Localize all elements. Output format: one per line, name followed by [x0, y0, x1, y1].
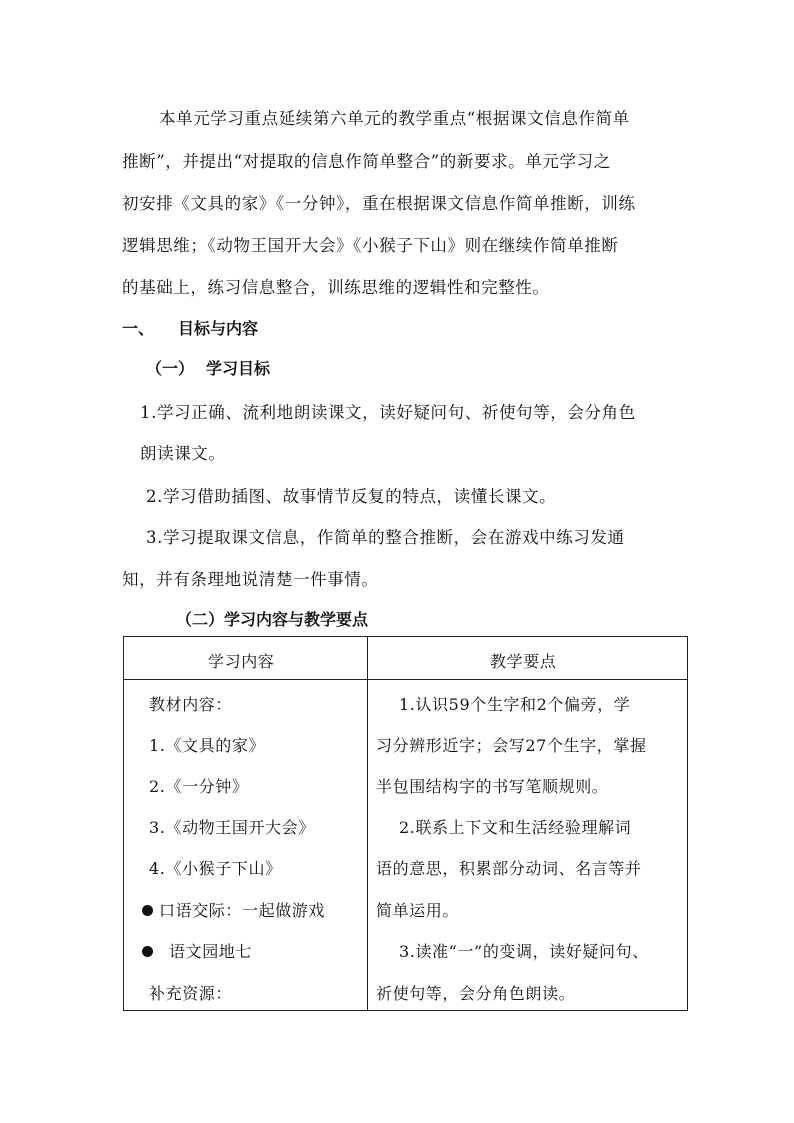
goal-3-line-2: 知，并有条理地说清楚一件事情。 — [122, 570, 379, 589]
point-line-2: 习分辨形近字；会写27个生字，掌握 — [376, 736, 647, 755]
sub2-title: （二）学习内容与教学要点 — [176, 610, 369, 629]
sub1-label: （一） — [146, 359, 195, 378]
bullet-item-garden — [142, 939, 252, 962]
goal-1-line-1: 1.学习正确、流利地朗读课文，读好疑问句、祈使句等，会分角色 — [140, 403, 636, 422]
point-line-8: 祈使句等，会分角色朗读。 — [376, 984, 576, 1003]
section1-number: 一、 — [122, 319, 155, 338]
bullet-item-garden-label: 语文园地七 — [169, 942, 253, 961]
table-column-divider — [367, 637, 368, 1010]
point-line-6: 简单运用。 — [376, 901, 460, 920]
supplementary-resources: 补充资源： — [149, 984, 233, 1003]
bullet-item-oral-label: 口语交际：一起做游戏 — [159, 901, 326, 920]
material-item-3: 3.《动物王国开大会》 — [149, 818, 315, 837]
point-line-7: 3.读准“一”的变调，读好疑问句、 — [399, 942, 649, 961]
intro-line-3: 初安排《文具的家》《一分钟》，重在根据课文信息作简单推断，训练 — [122, 194, 636, 213]
goal-3-line-1: 3.学习提取课文信息，作简单的整合推断，会在游戏中练习发通 — [146, 528, 625, 547]
intro-line-2: 推断”，并提出“对提取的信息作简单整合”的新要求。单元学习之 — [122, 152, 611, 171]
goal-2-line-1: 2.学习借助插图、故事情节反复的特点，读懂长课文。 — [146, 487, 557, 506]
bullet-item-oral — [142, 898, 325, 921]
material-item-1: 1.《文具的家》 — [149, 736, 266, 755]
table-header-divider — [124, 679, 687, 680]
goal-1-line-2: 朗读课文。 — [140, 444, 226, 463]
point-line-3: 半包围结构字的书写笔顺规则。 — [376, 777, 609, 796]
point-line-4: 2.联系上下文和生活经验理解词 — [399, 818, 632, 837]
materials-heading: 教材内容： — [149, 695, 233, 714]
bullet-icon — [142, 905, 153, 916]
intro-line-4: 逻辑思维；《动物王国开大会》《小猴子下山》则在继续作简单推断 — [122, 236, 619, 255]
intro-line-5: 的基础上，练习信息整合，训练思维的逻辑性和完整性。 — [122, 278, 550, 297]
material-item-2: 2.《一分钟》 — [149, 777, 249, 796]
section1-title: 目标与内容 — [178, 319, 259, 338]
point-line-5: 语的意思，积累部分动词、名言等并 — [376, 859, 642, 878]
sub1-title: 学习目标 — [206, 359, 271, 378]
intro-line-1: 本单元学习重点延续第六单元的教学重点“根据课文信息作简单 — [159, 109, 630, 128]
content-table — [123, 636, 688, 1011]
point-line-1: 1.认识59个生字和2个偏旁，学 — [399, 695, 631, 714]
material-item-4: 4.《小猴子下山》 — [149, 859, 282, 878]
table-header-points: 教学要点 — [490, 652, 557, 671]
table-header-content: 学习内容 — [208, 652, 275, 671]
bullet-icon — [142, 946, 153, 957]
